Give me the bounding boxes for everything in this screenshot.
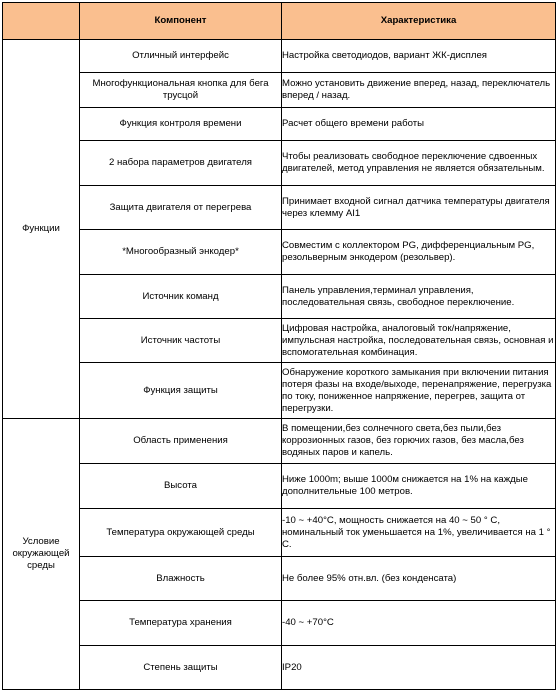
characteristic-cell: Панель управления,терминал управления, последовательная связь, свободное переключение. [282, 275, 556, 319]
component-cell: Источник команд [80, 275, 282, 319]
component-cell: Степень защиты [80, 646, 282, 690]
component-cell: Источник частоты [80, 319, 282, 363]
table-row [3, 141, 556, 186]
component-cell: Отличный интерфейс [80, 40, 282, 73]
table-row [3, 230, 556, 275]
component-cell: Область применения [80, 419, 282, 464]
component-cell: Влажность [80, 557, 282, 601]
characteristic-cell: -40 ~ +70°C [282, 601, 556, 646]
table-row [3, 186, 556, 230]
table-header-row [3, 3, 556, 40]
characteristic-cell: -10 ~ +40°C, мощность снижается на 40 ~ 50 ° C, номинальный ток уменьшается на 1%, увеличивается на 1 ° C. [282, 509, 556, 557]
table-body [3, 3, 556, 690]
table-row [3, 464, 556, 509]
group-label-functions: Функции [3, 40, 80, 419]
table-row [3, 363, 556, 419]
characteristic-cell: Чтобы реализовать свободное переключение сдвоенных двигателей, метод управления не является обязательным. [282, 141, 556, 186]
component-cell: *Многообразный энкодер* [80, 230, 282, 275]
table-row [3, 40, 556, 73]
component-cell: Температура окружающей среды [80, 509, 282, 557]
table-row [3, 275, 556, 319]
component-cell: Функция контроля времени [80, 108, 282, 141]
characteristic-cell: Ниже 1000m; выше 1000м снижается на 1% на каждые дополнительные 100 метров. [282, 464, 556, 509]
header-component: Компонент [80, 3, 282, 40]
characteristic-cell: Настройка светодиодов, вариант ЖК-дисплея [282, 40, 556, 73]
component-cell: 2 набора параметров двигателя [80, 141, 282, 186]
characteristic-cell: Цифровая настройка, аналоговый ток/напряжение, импульсная настройка, последовательная связь, основная и вспомогательная комбинация. [282, 319, 556, 363]
characteristic-cell: Принимает входной сигнал датчика температуры двигателя через клемму AI1 [282, 186, 556, 230]
header-characteristic: Характеристика [282, 3, 556, 40]
characteristic-cell: Можно установить движение вперед, назад, переключатель вперед / назад. [282, 73, 556, 108]
table-row [3, 419, 556, 464]
characteristic-cell: В помещении,без солнечного света,без пыли,без коррозионных газов, без горючих газов, без масла,без водяных паров и капель. [282, 419, 556, 464]
table-row [3, 509, 556, 557]
characteristic-cell: Не более 95% отн.вл. (без конденсата) [282, 557, 556, 601]
component-cell: Температура хранения [80, 601, 282, 646]
characteristic-cell: Расчет общего времени работы [282, 108, 556, 141]
component-cell: Функция защиты [80, 363, 282, 419]
table-row [3, 73, 556, 108]
component-cell: Защита двигателя от перегрева [80, 186, 282, 230]
component-cell: Высота [80, 464, 282, 509]
characteristic-cell: Обнаружение короткого замыкания при включении питания потеря фазы на входе/выходе, перенапряжение, перегрузка по току, пониженное напряжение, перегрев, защита от перегрузки. [282, 363, 556, 419]
component-cell: Многофункциональная кнопка для бега трусцой [80, 73, 282, 108]
table-row [3, 646, 556, 690]
group-label-environment: Условие окружающей среды [3, 419, 80, 690]
spec-table [2, 2, 556, 690]
table-row [3, 108, 556, 141]
table-row [3, 319, 556, 363]
table-row [3, 601, 556, 646]
table-row [3, 557, 556, 601]
characteristic-cell: Совместим с коллектором PG, дифференциальным PG, резольверным энкодером (резольвер). [282, 230, 556, 275]
characteristic-cell: IP20 [282, 646, 556, 690]
header-empty-cell [3, 3, 80, 40]
